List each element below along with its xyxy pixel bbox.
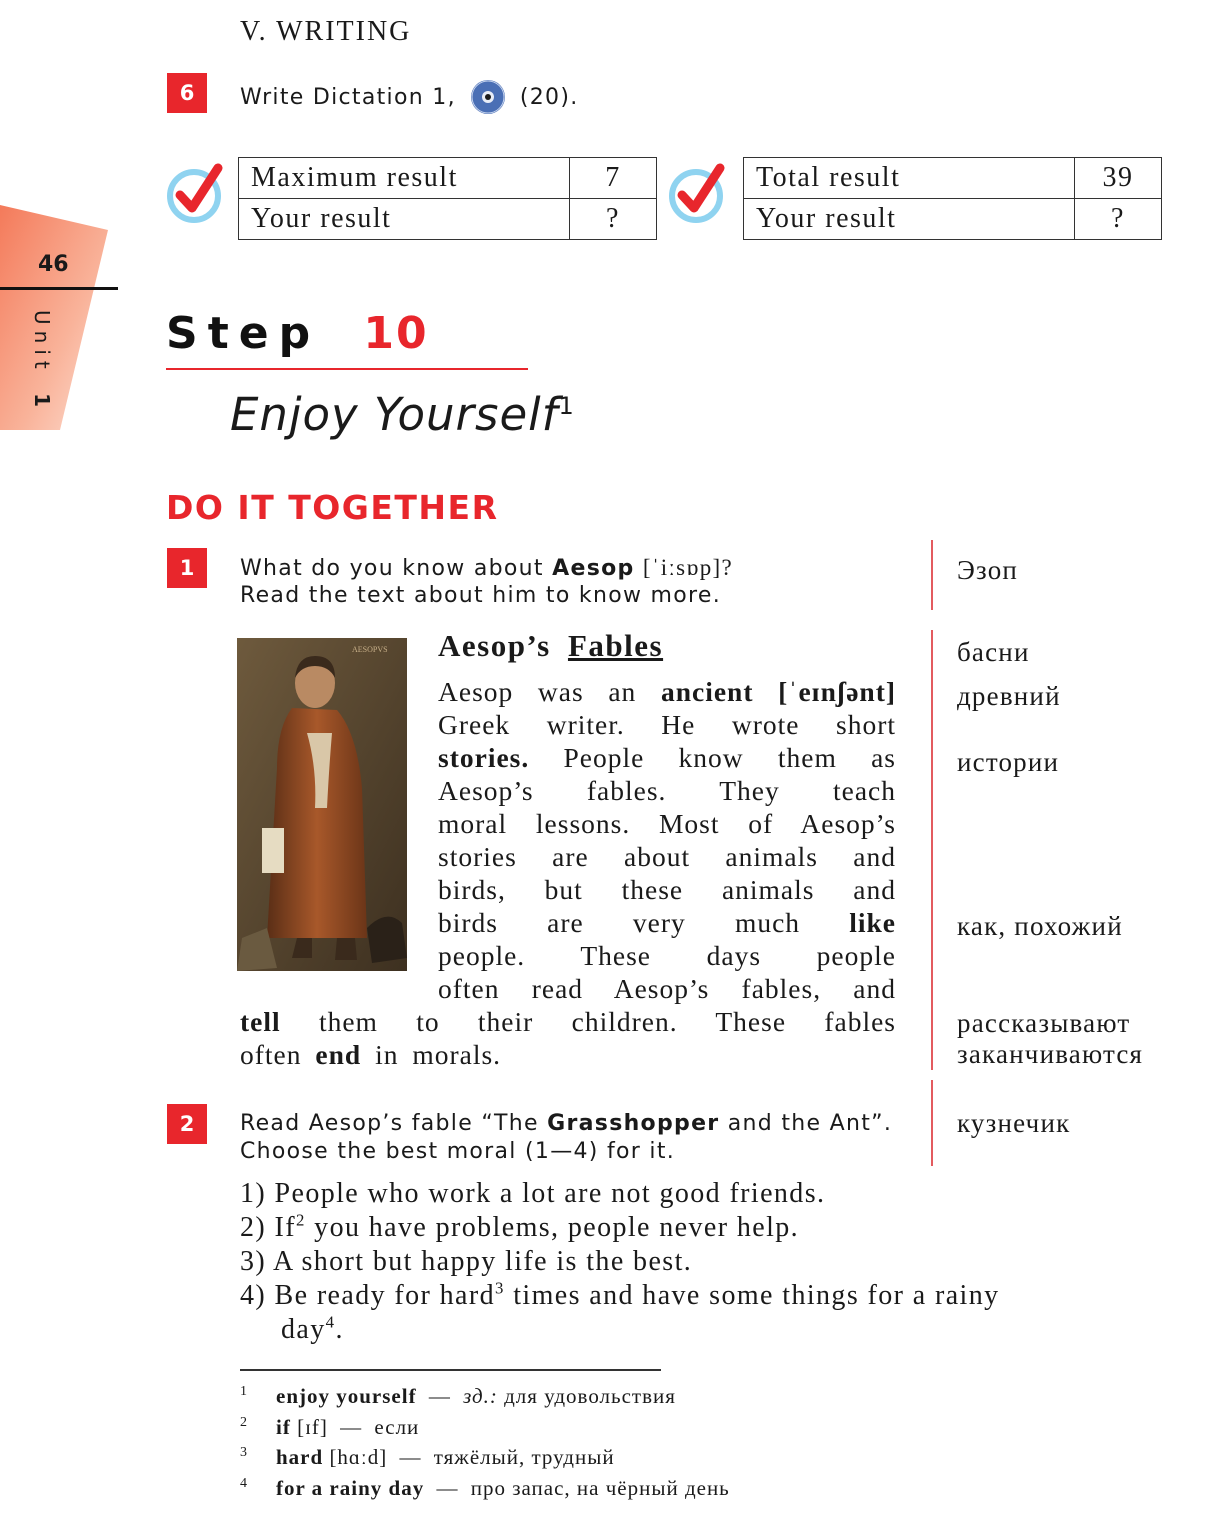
footnote-dash: —: [399, 1445, 422, 1469]
result-label: Total result: [744, 158, 1075, 199]
gloss-divider-3: [931, 1080, 933, 1166]
gloss-like: как, похожий: [957, 911, 1123, 941]
result-value: 39: [1075, 158, 1162, 199]
footnote-2: [240, 1415, 419, 1440]
article-transcription: [ˈeɪnʃənt]: [778, 676, 897, 707]
table-row: [239, 158, 657, 199]
task-6-track: (20).: [519, 84, 579, 110]
step-heading: [166, 308, 429, 359]
footnote-definition: для удовольствия: [504, 1384, 676, 1408]
footnote-number: 1: [240, 1384, 248, 1399]
task-2-line-2: Choose the best moral (1—4) for it.: [240, 1139, 676, 1164]
moral-option-1: 1) People who work a lot are not good friends.: [240, 1178, 826, 1209]
step-word: Step: [166, 308, 321, 359]
task-2-line-1: [240, 1111, 892, 1136]
table-row: [744, 199, 1162, 240]
moral-text: day: [281, 1314, 326, 1345]
moral-option-2: [240, 1212, 799, 1244]
moral-text: .: [335, 1314, 344, 1345]
article-text: Aesop was an: [438, 676, 637, 707]
article-text: People know them as: [563, 742, 897, 773]
task-1-line-1: [240, 555, 733, 581]
page-number-rule: [0, 287, 118, 290]
footnote-pronunciation: [ɪf]: [297, 1415, 328, 1439]
footnote-definition: про запас, на чёрный день: [470, 1476, 730, 1500]
table-row: [744, 158, 1162, 199]
article-word-tell: tell: [240, 1006, 281, 1037]
article-line-last: [240, 1039, 501, 1071]
lesson-title-footnote: 1: [558, 392, 575, 420]
task-6-badge: 6: [167, 73, 207, 113]
moral-text: times and have some things for a rainy: [504, 1280, 1000, 1311]
footnote-number: 3: [240, 1445, 248, 1460]
footnote-term: enjoy yourself: [276, 1384, 417, 1408]
task-2-badge: 2: [167, 1104, 207, 1144]
footnote-4: [240, 1476, 730, 1501]
gloss-aesop: Эзоп: [957, 555, 1019, 585]
gloss-tell: рассказывают: [957, 1008, 1131, 1038]
aesop-painting: [237, 638, 407, 971]
page-number: 46: [38, 252, 69, 277]
task-6-text: [240, 79, 579, 115]
footnote-number: 2: [240, 1415, 248, 1430]
gloss-end: заканчиваются: [957, 1039, 1144, 1069]
gloss-ancient: древний: [957, 681, 1061, 711]
footnote-ref: 4: [325, 1312, 336, 1332]
article-line: people. These days people: [438, 940, 896, 971]
task-1-badge: 1: [167, 548, 207, 588]
footnote-dash: —: [428, 1384, 451, 1408]
footnote-term: hard: [276, 1445, 324, 1469]
footnote-dash: —: [436, 1476, 459, 1500]
gloss-divider-1: [931, 540, 933, 610]
moral-option-3: 3) A short but happy life is the best.: [240, 1246, 693, 1277]
task-6-instruction: Write Dictation 1,: [240, 84, 456, 110]
check-icon-left: [166, 162, 226, 224]
result-value: ?: [570, 199, 657, 240]
result-table-left: [238, 157, 657, 240]
article-word-ancient: ancient: [660, 676, 754, 707]
result-value: ?: [1075, 199, 1162, 240]
article-line: [438, 742, 896, 774]
article-line: Aesop’s fables. They teach: [438, 775, 896, 806]
unit-word: Unit: [30, 310, 54, 375]
footnote-definition: если: [374, 1415, 420, 1439]
result-value: 7: [570, 158, 657, 199]
article-word-stories: stories.: [438, 742, 530, 773]
lesson-title-text: Enjoy Yourself: [230, 388, 559, 441]
footnote-1: [240, 1384, 676, 1409]
gloss-stories: истории: [957, 747, 1060, 777]
task-1-aesop: Aesop: [552, 556, 635, 581]
article-line: stories are about animals and: [438, 841, 896, 872]
gloss-grasshopper: кузнечик: [957, 1108, 1071, 1138]
result-label: Maximum result: [239, 158, 570, 199]
gloss-fables: басни: [957, 637, 1030, 667]
moral-option-4-cont: [281, 1314, 344, 1346]
task-2-text: Read Aesop’s fable “The: [240, 1111, 539, 1136]
article-line: often read Aesop’s fables, and: [438, 973, 896, 1004]
footnote-definition: тяжёлый, трудный: [433, 1445, 615, 1469]
footnote-pronunciation: [hɑːd]: [329, 1445, 388, 1469]
footnote-term: for a rainy day: [276, 1476, 425, 1500]
side-tab-shape: [0, 0, 130, 440]
article-title-fables: Fables: [567, 628, 664, 663]
footnote-dash: —: [340, 1415, 363, 1439]
moral-text: you have problems, people never help.: [305, 1212, 800, 1243]
moral-text: 4) Be ready for hard: [240, 1280, 496, 1311]
writing-heading: V. WRITING: [240, 16, 412, 47]
unit-number: 1: [30, 393, 54, 413]
article-line: moral lessons. Most of Aesop’s: [438, 808, 896, 839]
footnote-number: 4: [240, 1476, 248, 1491]
moral-option-4: [240, 1280, 1000, 1312]
task-1-transcription: [ˈiːsɒp]?: [642, 555, 733, 580]
article-line: [438, 676, 896, 708]
article-text: often: [240, 1039, 302, 1070]
table-row: [239, 199, 657, 240]
unit-label: [28, 310, 56, 420]
article-text: in morals.: [375, 1039, 502, 1070]
article-line: Greek writer. He wrote short: [438, 709, 896, 740]
article-text: them to their children. These fables: [318, 1006, 896, 1037]
section-heading: DO IT TOGETHER: [166, 488, 499, 527]
article-text: birds are very much: [438, 907, 801, 938]
footnote-3: [240, 1445, 615, 1470]
gloss-divider-2: [931, 630, 933, 1070]
article-line: [438, 907, 896, 939]
step-number: 10: [363, 308, 429, 359]
result-label: Your result: [744, 199, 1075, 240]
task-2-grasshopper: Grasshopper: [547, 1111, 720, 1136]
check-icon-right: [668, 162, 728, 224]
footnote-term: if: [276, 1415, 291, 1439]
painting-caption: AESOPVS: [352, 645, 388, 654]
article-word-like: like: [849, 907, 896, 938]
lesson-title: [230, 388, 575, 441]
side-tab: [0, 0, 130, 440]
task-1-line-2: Read the text about him to know more.: [240, 583, 722, 608]
article-title: [438, 628, 663, 664]
task-2-text: and the Ant”.: [727, 1111, 893, 1136]
moral-text: 2) If: [240, 1212, 296, 1243]
footnote-ref: 2: [295, 1210, 306, 1230]
article-line: [240, 1006, 896, 1038]
footnote-abbr: зд.:: [463, 1384, 498, 1408]
task-1-line-1-a: What do you know about: [240, 556, 544, 581]
step-underline: [166, 368, 528, 370]
audio-disc-icon: [470, 79, 506, 115]
article-word-end: end: [315, 1039, 362, 1070]
footnote-ref: 3: [495, 1278, 505, 1298]
result-table-right: [743, 157, 1162, 240]
article-title-pre: Aesop’s: [438, 628, 551, 663]
article-line: birds, but these animals and: [438, 874, 896, 905]
result-label: Your result: [239, 199, 570, 240]
footnote-rule: [240, 1369, 661, 1371]
